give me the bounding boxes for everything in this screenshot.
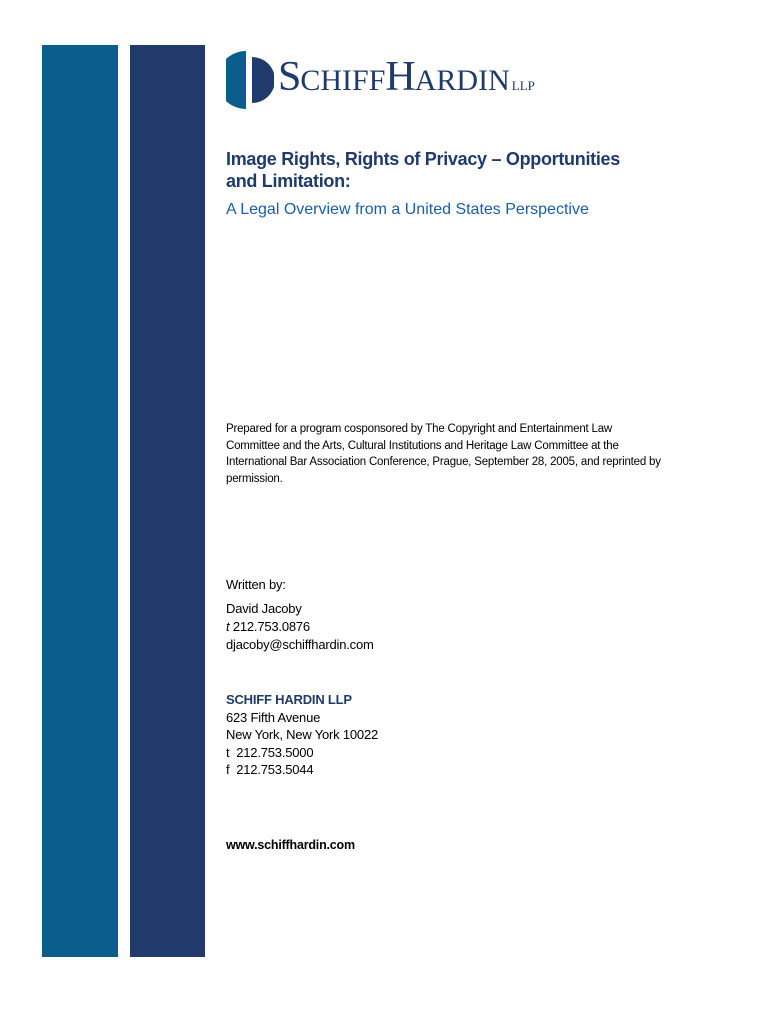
prepared-line-1: Prepared for a program cosponsored by The Copyright and Entertainment Law: [226, 423, 612, 435]
title-line-2: and Limitation:: [226, 171, 351, 191]
right-decorative-bar: [130, 45, 205, 957]
prepared-note: [226, 421, 686, 487]
document-subtitle: A Legal Overview from a United States Perspective: [226, 201, 589, 218]
firm-fax: f 212.753.5044: [226, 762, 314, 777]
logo-llp: LLP: [511, 78, 535, 93]
logo-s: S: [278, 54, 301, 100]
title-line-1: Image Rights, Rights of Privacy – Opportunities: [226, 149, 620, 169]
schiff-hardin-logo: [226, 48, 546, 110]
author-block: [226, 576, 374, 654]
left-decorative-bar: [42, 45, 118, 957]
logo-wordmark: [278, 56, 535, 98]
prepared-line-2: Committee and the Arts, Cultural Institutions and Heritage Law Committee at the: [226, 439, 619, 452]
firm-address-1: 623 Fifth Avenue: [226, 709, 321, 725]
author-phone-number: 212.753.0876: [232, 619, 310, 634]
author-phone: [226, 618, 374, 636]
author-phone-prefix: t: [226, 619, 230, 634]
firm-block: [226, 691, 378, 779]
document-title: [226, 148, 726, 192]
firm-name: SCHIFF HARDIN LLP: [226, 692, 352, 707]
author-name: David Jacoby: [226, 601, 302, 616]
firm-address-2: New York, New York 10022: [226, 727, 379, 742]
author-email: djacoby@schiffhardin.com: [226, 637, 374, 652]
website-link[interactable]: www.schiffhardin.com: [226, 838, 355, 852]
logo-h: H: [385, 54, 415, 100]
logo-ardin: ARDIN: [414, 64, 510, 97]
prepared-line-3: International Bar Association Conference, Prague, September 28, 2005, and reprinted by: [226, 456, 661, 468]
prepared-line-4: permission.: [226, 472, 283, 485]
logo-chiff: CHIFF: [300, 64, 386, 97]
written-by-label: Written by:: [226, 577, 286, 592]
logo-mark-icon: [226, 51, 274, 109]
firm-phone: t 212.753.5000: [226, 744, 314, 760]
